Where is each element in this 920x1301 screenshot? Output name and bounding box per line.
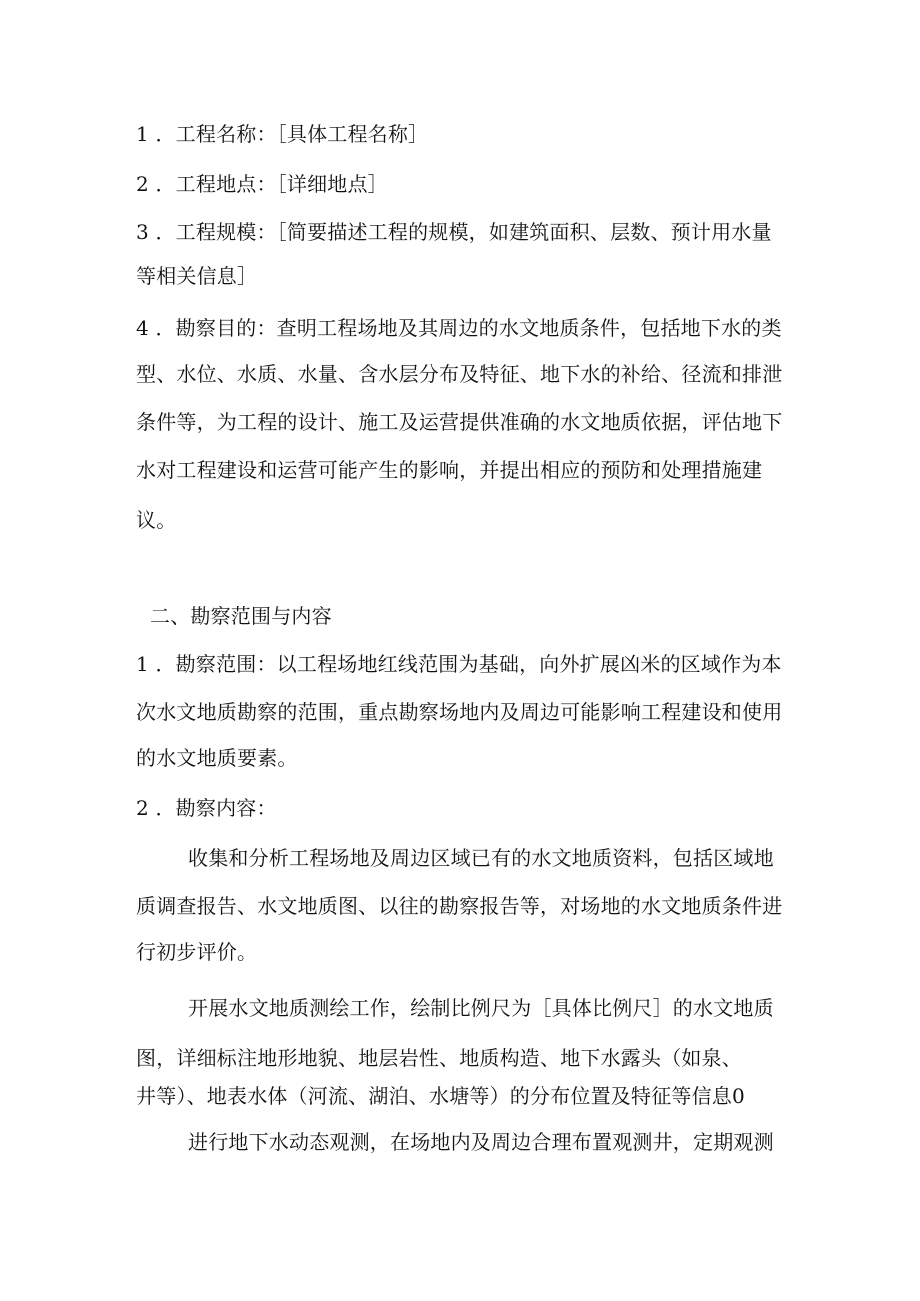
item-project-scale: 3 ．工程规模：［简要描述工程的规模，如建筑面积、层数、预计用水量 — [136, 220, 772, 244]
paragraph-line: 条件等，为工程的设计、施工及运营提供准确的水文地质依据，评估地下 — [136, 410, 783, 434]
paragraph-line: 行初步评价。 — [136, 940, 258, 964]
item-survey-purpose: 4 ．勘察目的：查明工程场地及其周边的水文地质条件，包括地下水的类 — [136, 316, 782, 340]
paragraph-line: 议。 — [136, 508, 177, 532]
paragraph-line: 型、水位、水质、水量、含水层分布及特征、地下水的补给、径流和排泄 — [136, 362, 783, 386]
paragraph-line: 进行地下水动态观测，在场地内及周边合理布置观测井，定期观测 — [188, 1130, 774, 1154]
paragraph-line: 井等）、地表水体（河流、湖泊、水塘等）的分布位置及特征等信息0 — [136, 1084, 745, 1108]
item-project-scale-cont: 等相关信息］ — [136, 264, 258, 288]
item-survey-content: 2 ．勘察内容： — [136, 796, 277, 820]
item-project-location: 2 ．工程地点：［详细地点］ — [136, 172, 388, 196]
section-heading: 二、勘察范围与内容 — [150, 604, 332, 628]
item-project-name: 1 ．工程名称：［具体工程名称］ — [136, 122, 429, 146]
paragraph-line: 图，详细标注地形地貌、地层岩性、地质构造、地下水露头（如泉、 — [136, 1046, 742, 1070]
paragraph-line: 质调查报告、水文地质图、以往的勘察报告等，对场地的水文地质条件进 — [136, 894, 783, 918]
paragraph-line: 次水文地质勘察的范围，重点勘察场地内及周边可能影响工程建设和使用 — [136, 700, 783, 724]
paragraph-line: 收集和分析工程场地及周边区域已有的水文地质资料，包括区域地 — [188, 846, 774, 870]
paragraph-line: 开展水文地质测绘工作，绘制比例尺为［具体比例尺］的水文地质 — [188, 996, 774, 1020]
paragraph-line: 的水文地质要素。 — [136, 746, 298, 770]
item-survey-scope: 1 ．勘察范围：以工程场地红线范围为基础，向外扩展凶米的区域作为本 — [136, 652, 782, 676]
paragraph-line: 水对工程建设和运营可能产生的影响，并提出相应的预防和处理措施建 — [136, 458, 763, 482]
